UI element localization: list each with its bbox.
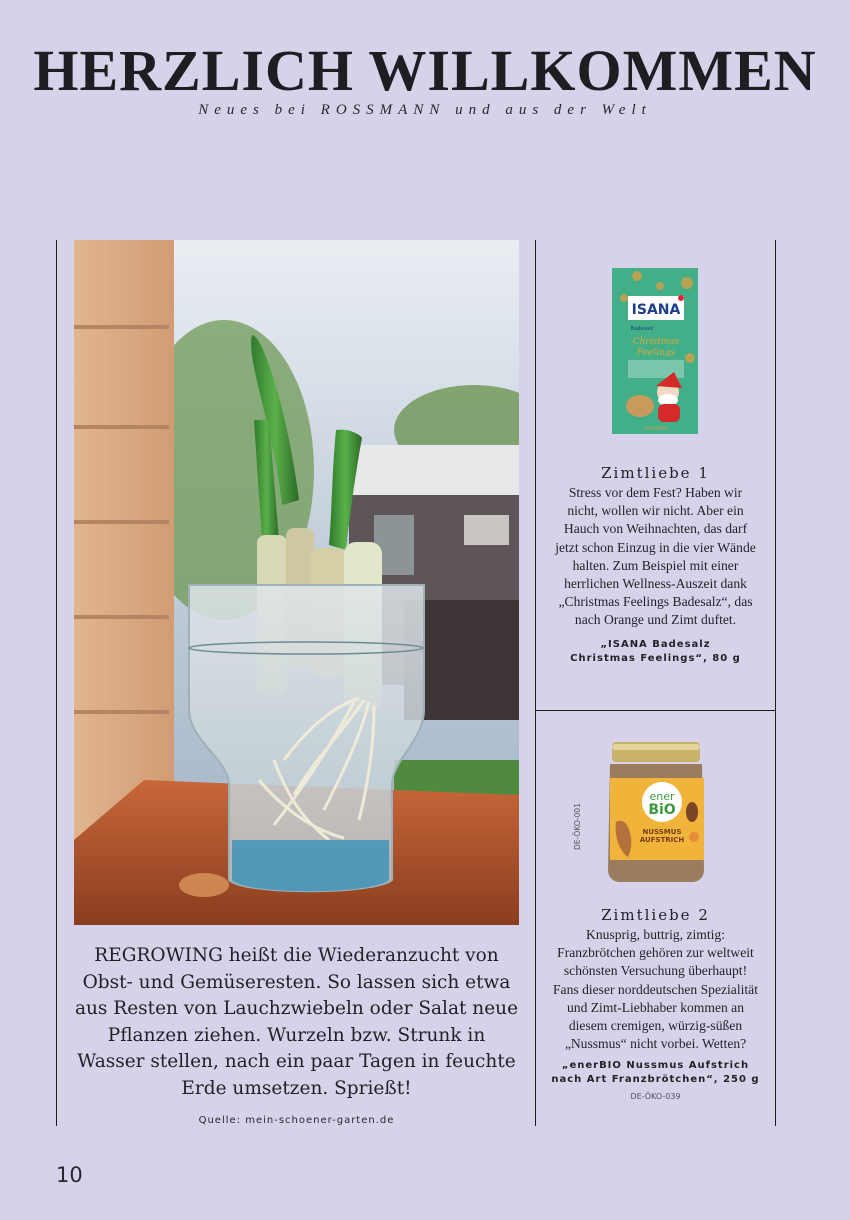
enerbio-brand-bottom: BiO: [648, 802, 676, 818]
feature-source: Quelle: mein-schoener-garten.de: [198, 1115, 395, 1126]
product-block-2: [536, 905, 775, 1101]
svg-text:Feelings: Feelings: [636, 348, 676, 358]
enerbio-product-image: [606, 742, 706, 882]
product-caption: „enerBIO Nussmus Aufstrich nach Art Franzbrötchen“, 250 g: [551, 1060, 760, 1086]
right-rule: [775, 240, 776, 1126]
organic-code: DE-ÖKO-039: [630, 1092, 681, 1102]
isana-product-image: [612, 268, 698, 434]
organic-code-side: DE-ÖKO-001: [573, 803, 582, 850]
svg-text:AUFSTRICH: AUFSTRICH: [639, 836, 685, 844]
page-title: HERZLICH WILLKOMMEN: [33, 38, 817, 103]
enerbio-brand-top: ener: [649, 790, 675, 803]
left-rule: [56, 240, 57, 1126]
product-description: Stress vor dem Fest? Haben wir nicht, wollen wir nicht. Aber ein Hauch von Weihnachten, das darf jetzt schon Einzug in die vier Wände halten. Zum Beispiel mit einer herrlichen Wellness-Auszeit dank „Christmas Feelings Badesalz“, das nach Orange und Zimt duftet.: [555, 485, 756, 628]
feature-text: REGROWING heißt die Wiederanzucht von Obst- und Gemüseresten. So lassen sich etwa aus Resten von Lauchzwiebeln oder Salat neue Pflanzen ziehen. Wurzeln bzw. Strunk in Wasser stellen, nach ein paar Tagen in feuchte Erde umsetzen. Sprießt!: [74, 945, 519, 1099]
svg-text:NUSSMUS: NUSSMUS: [642, 828, 682, 836]
product-title: Zimtliebe 2: [601, 906, 710, 924]
svg-text:Christmas: Christmas: [632, 337, 680, 347]
page-number: 10: [56, 1163, 83, 1187]
product-divider: [535, 710, 776, 711]
svg-text:Badesalz: Badesalz: [630, 326, 654, 332]
isana-brand: ISANA: [631, 302, 681, 318]
product-description: Knusprig, buttrig, zimtig: Franzbrötchen gehören zur weltweit schönsten Versuchung überhaupt! Fans dieser norddeutschen Spezialität und Zimt-Liebhaber kommen an diesem cremigen, würzig-süßen „Nussmus“ nicht vorbei. Wetten?: [553, 927, 758, 1052]
product-caption: „ISANA Badesalz Christmas Feelings“, 80 g: [570, 638, 741, 664]
product-block-1: [536, 463, 775, 666]
page-subtitle: Neues bei ROSSMANN und aus der Welt: [198, 102, 652, 118]
feature-photo: [74, 240, 519, 925]
svg-text:ROSSMANN: ROSSMANN: [644, 426, 668, 431]
product-title: Zimtliebe 1: [601, 464, 710, 482]
